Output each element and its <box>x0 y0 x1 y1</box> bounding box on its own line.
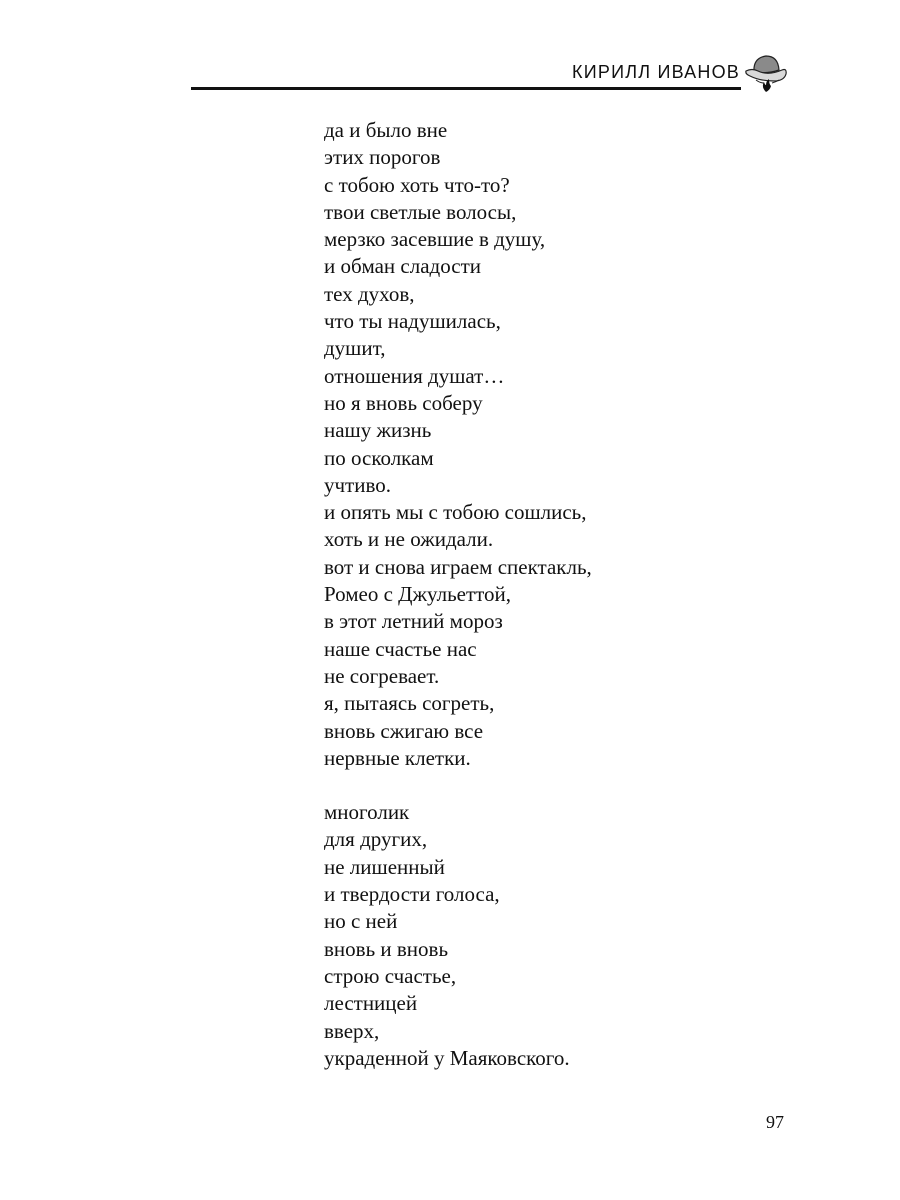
poem-body <box>324 117 844 1072</box>
verse-line: вновь сжигаю все <box>324 718 484 743</box>
verse-line: с тобою хоть что-то? <box>324 172 510 197</box>
verse-line: но с ней <box>324 909 398 934</box>
hat-with-flame-icon <box>744 50 788 94</box>
verse-line: и твердости голоса, <box>324 882 500 907</box>
stanza <box>324 117 844 772</box>
verse-line: лестницей <box>324 991 418 1016</box>
verse-line: нервные клетки. <box>324 745 471 770</box>
verse-line: по осколкам <box>324 445 434 470</box>
verse-line: хоть и не ожидали. <box>324 527 494 552</box>
verse-line: Ромео с Джульеттой, <box>324 582 512 607</box>
author-name: КИРИЛЛ ИВАНОВ <box>572 62 740 82</box>
verse-line: в этот летний мороз <box>324 609 503 634</box>
page-number: 97 <box>766 1112 784 1132</box>
verse-line: вверх, <box>324 1018 380 1043</box>
verse-line: но я вновь соберу <box>324 390 483 415</box>
header-rule <box>191 87 741 90</box>
verse-line: не лишенный <box>324 854 445 879</box>
verse-line: строю счастье, <box>324 963 457 988</box>
verse-line: тех духов, <box>324 281 415 306</box>
verse-line: и опять мы с тобою сошлись, <box>324 500 587 525</box>
verse-line: мерзко засевшие в душу, <box>324 227 546 252</box>
verse-line: вот и снова играем спектакль, <box>324 554 592 579</box>
verse-line: отношения душат… <box>324 363 505 388</box>
verse-line: душит, <box>324 336 386 361</box>
stanza <box>324 799 844 1072</box>
verse-line: учтиво. <box>324 472 391 497</box>
verse-line: не согревает. <box>324 663 440 688</box>
verse-line: вновь и вновь <box>324 936 449 961</box>
verse-line: я, пытаясь согреть, <box>324 691 495 716</box>
verse-line: наше счастье нас <box>324 636 477 661</box>
running-header <box>0 0 900 100</box>
verse-line: и обман сладости <box>324 254 481 279</box>
verse-line: многолик <box>324 800 410 825</box>
verse-line: да и было вне <box>324 118 448 142</box>
verse-line: нашу жизнь <box>324 418 432 443</box>
verse-line: что ты надушилась, <box>324 309 501 334</box>
verse-line: этих порогов <box>324 145 441 170</box>
verse-line: твои светлые волосы, <box>324 199 517 224</box>
verse-line: для других, <box>324 827 428 852</box>
verse-line: украденной у Маяковского. <box>324 1045 570 1070</box>
